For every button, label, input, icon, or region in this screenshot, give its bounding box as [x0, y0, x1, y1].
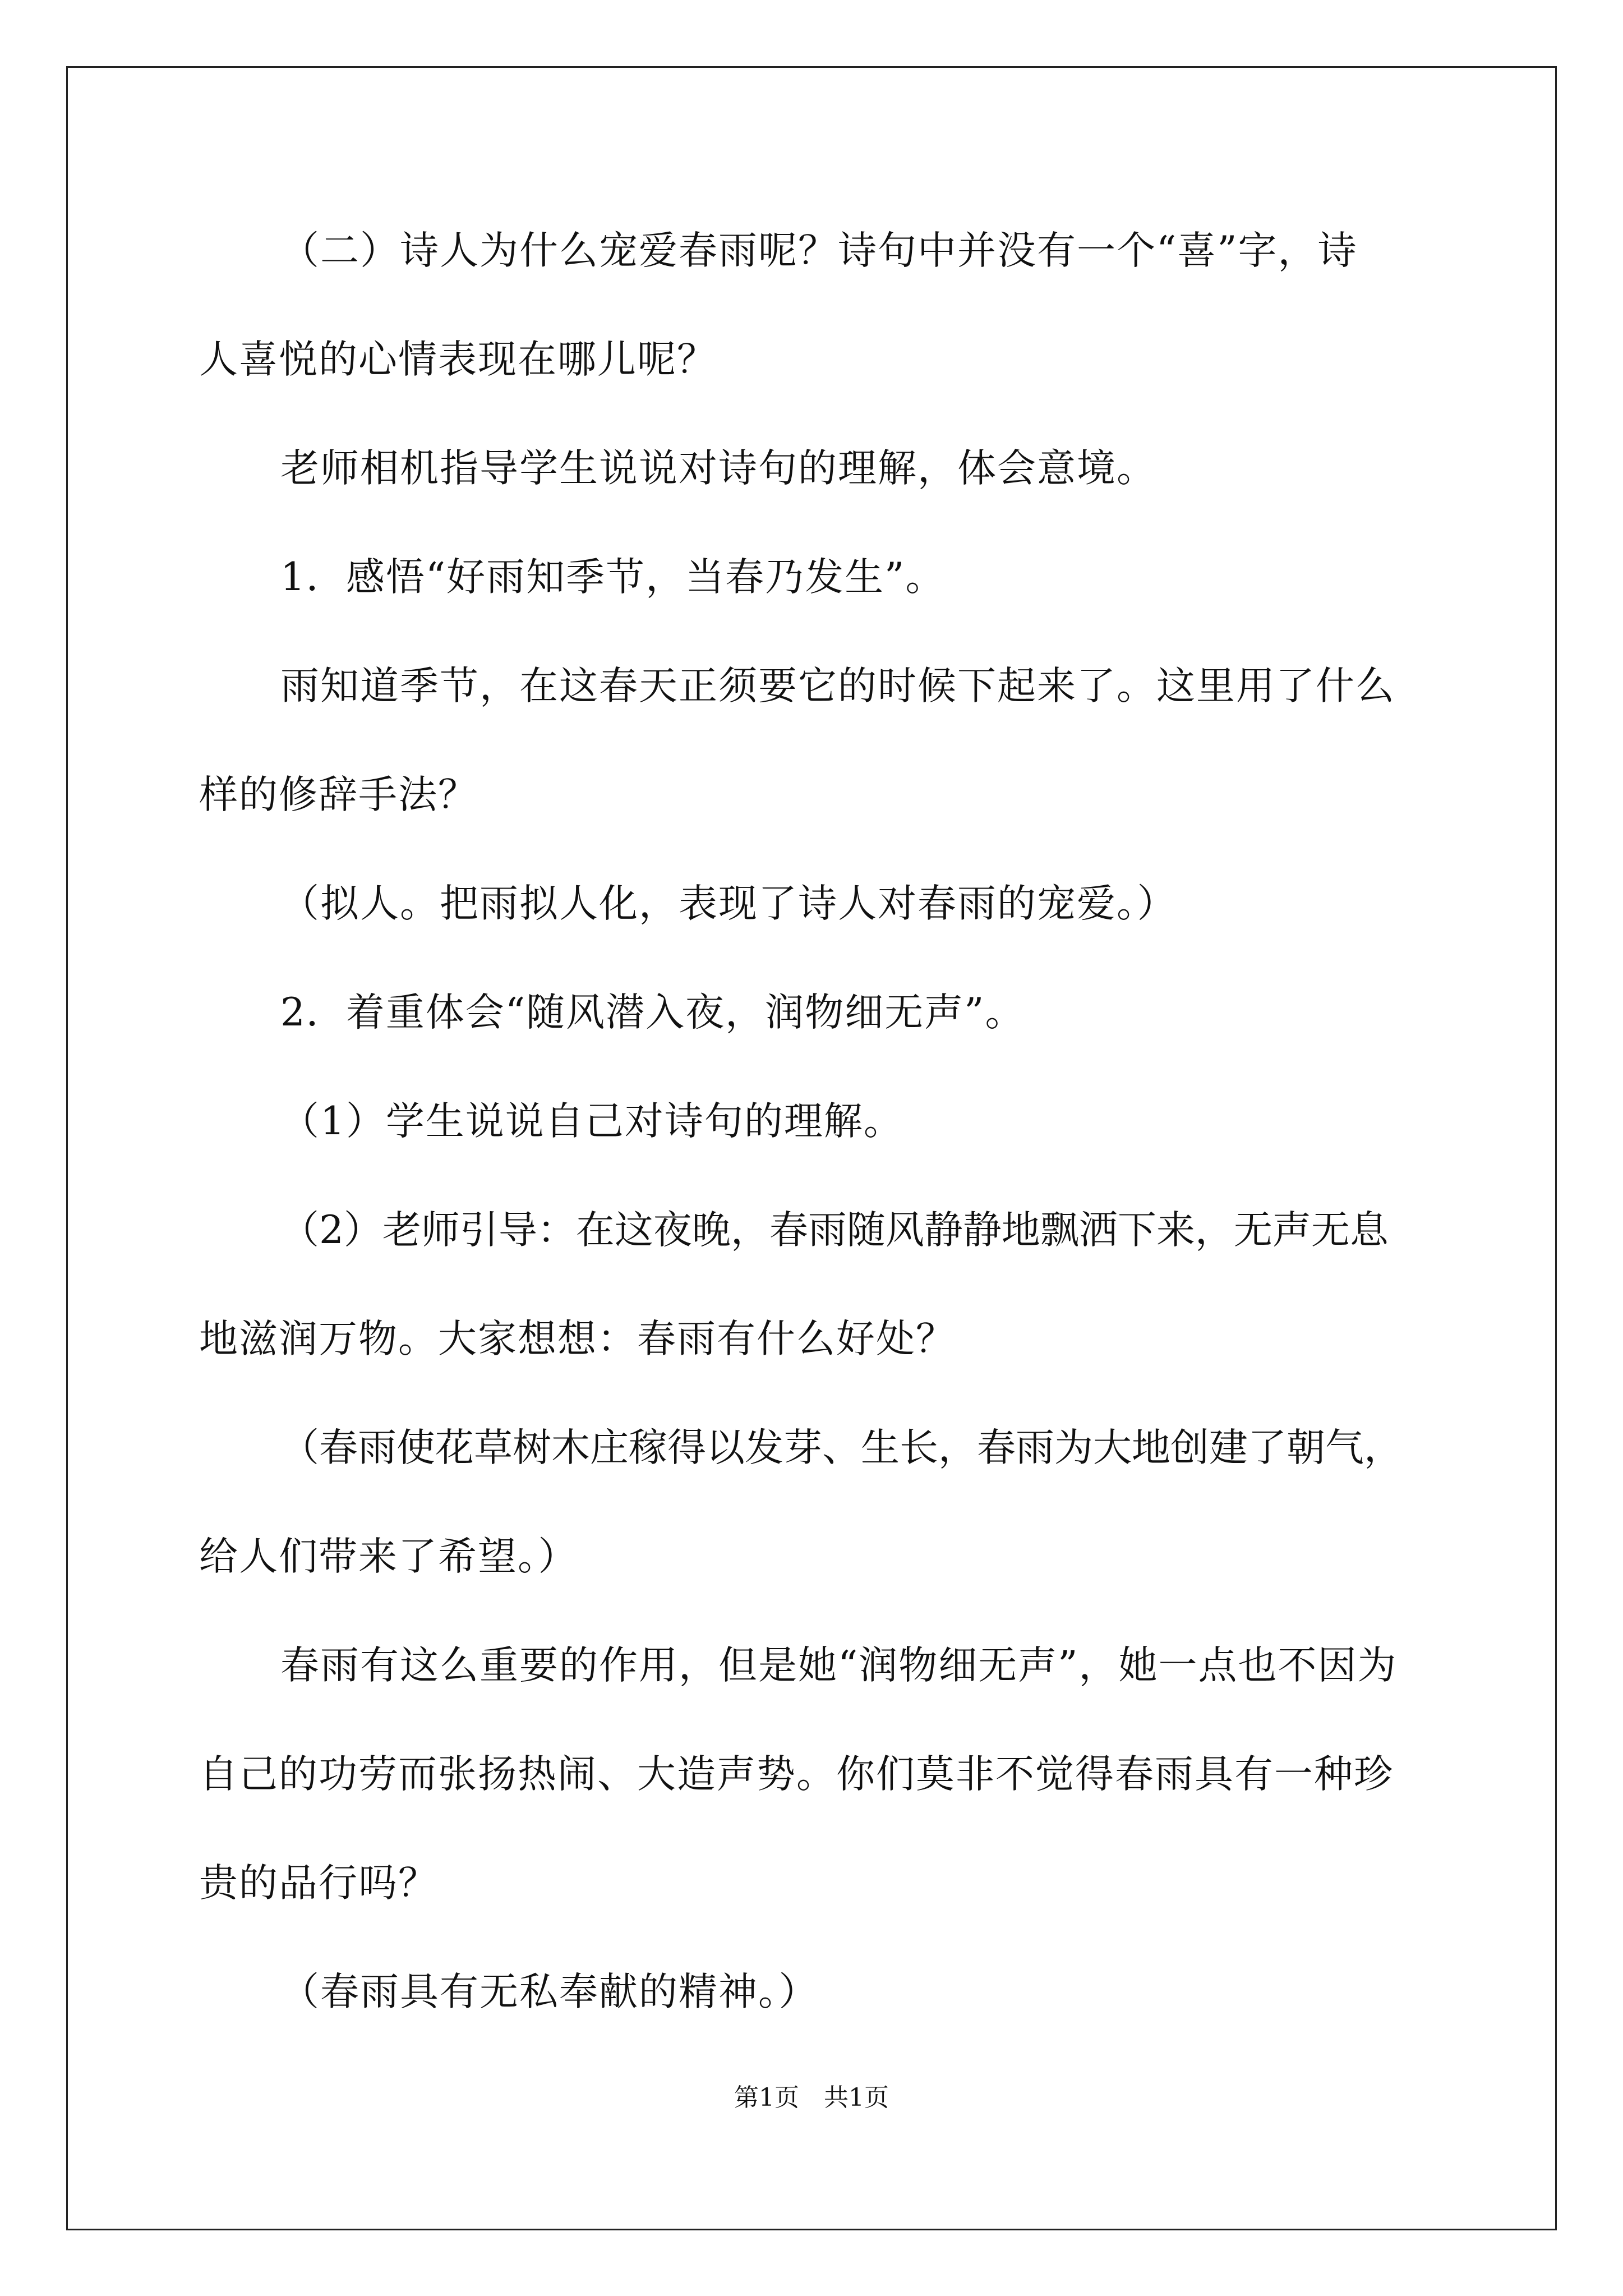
text-line-4: 1．感悟“好雨知季节，当春乃发生”。	[280, 555, 946, 600]
text-line-16: 贵的品行吗？	[199, 1861, 438, 1906]
text-line-12: （春雨使花草树木庄稼得以发芽、生长，春雨为大地创建了朝气，	[280, 1425, 1403, 1470]
page-footer: 第1页 共1页	[734, 2083, 889, 2112]
text-line-5: 雨知道季节，在这春天正须要它的时候下起来了。这里用了什么	[280, 664, 1395, 708]
text-line-2: 人喜悦的心情表现在哪儿呢？	[199, 337, 717, 382]
text-line-7: （拟人。把雨拟人化，表现了诗人对春雨的宠爱。）	[280, 881, 1177, 926]
text-line-1: （二）诗人为什么宠爱春雨呢？诗句中并没有一个“喜”字，诗	[280, 228, 1358, 273]
text-line-15: 自己的功劳而张扬热闹、大造声势。你们莫非不觉得春雨具有一种珍	[199, 1752, 1394, 1797]
text-line-10: （2）老师引导：在这夜晚，春雨随风静静地飘洒下来，无声无息	[280, 1208, 1389, 1253]
text-line-6: 样的修辞手法？	[199, 772, 478, 817]
text-line-13: 给人们带来了希望。）	[199, 1534, 578, 1579]
page-border	[66, 66, 1557, 2230]
text-line-9: （1）学生说说自己对诗句的理解。	[280, 1099, 903, 1144]
text-line-14: 春雨有这么重要的作用，但是她“润物细无声”，她一点也不因为	[280, 1643, 1398, 1688]
text-line-17: （春雨具有无私奉献的精神。）	[280, 1970, 819, 2014]
text-line-11: 地滋润万物。大家想想：春雨有什么好处？	[199, 1317, 956, 1361]
text-line-3: 老师相机指导学生说说对诗句的理解，体会意境。	[280, 446, 1156, 491]
text-line-8: 2．着重体会“随风潜入夜，润物细无声”。	[280, 990, 1025, 1035]
